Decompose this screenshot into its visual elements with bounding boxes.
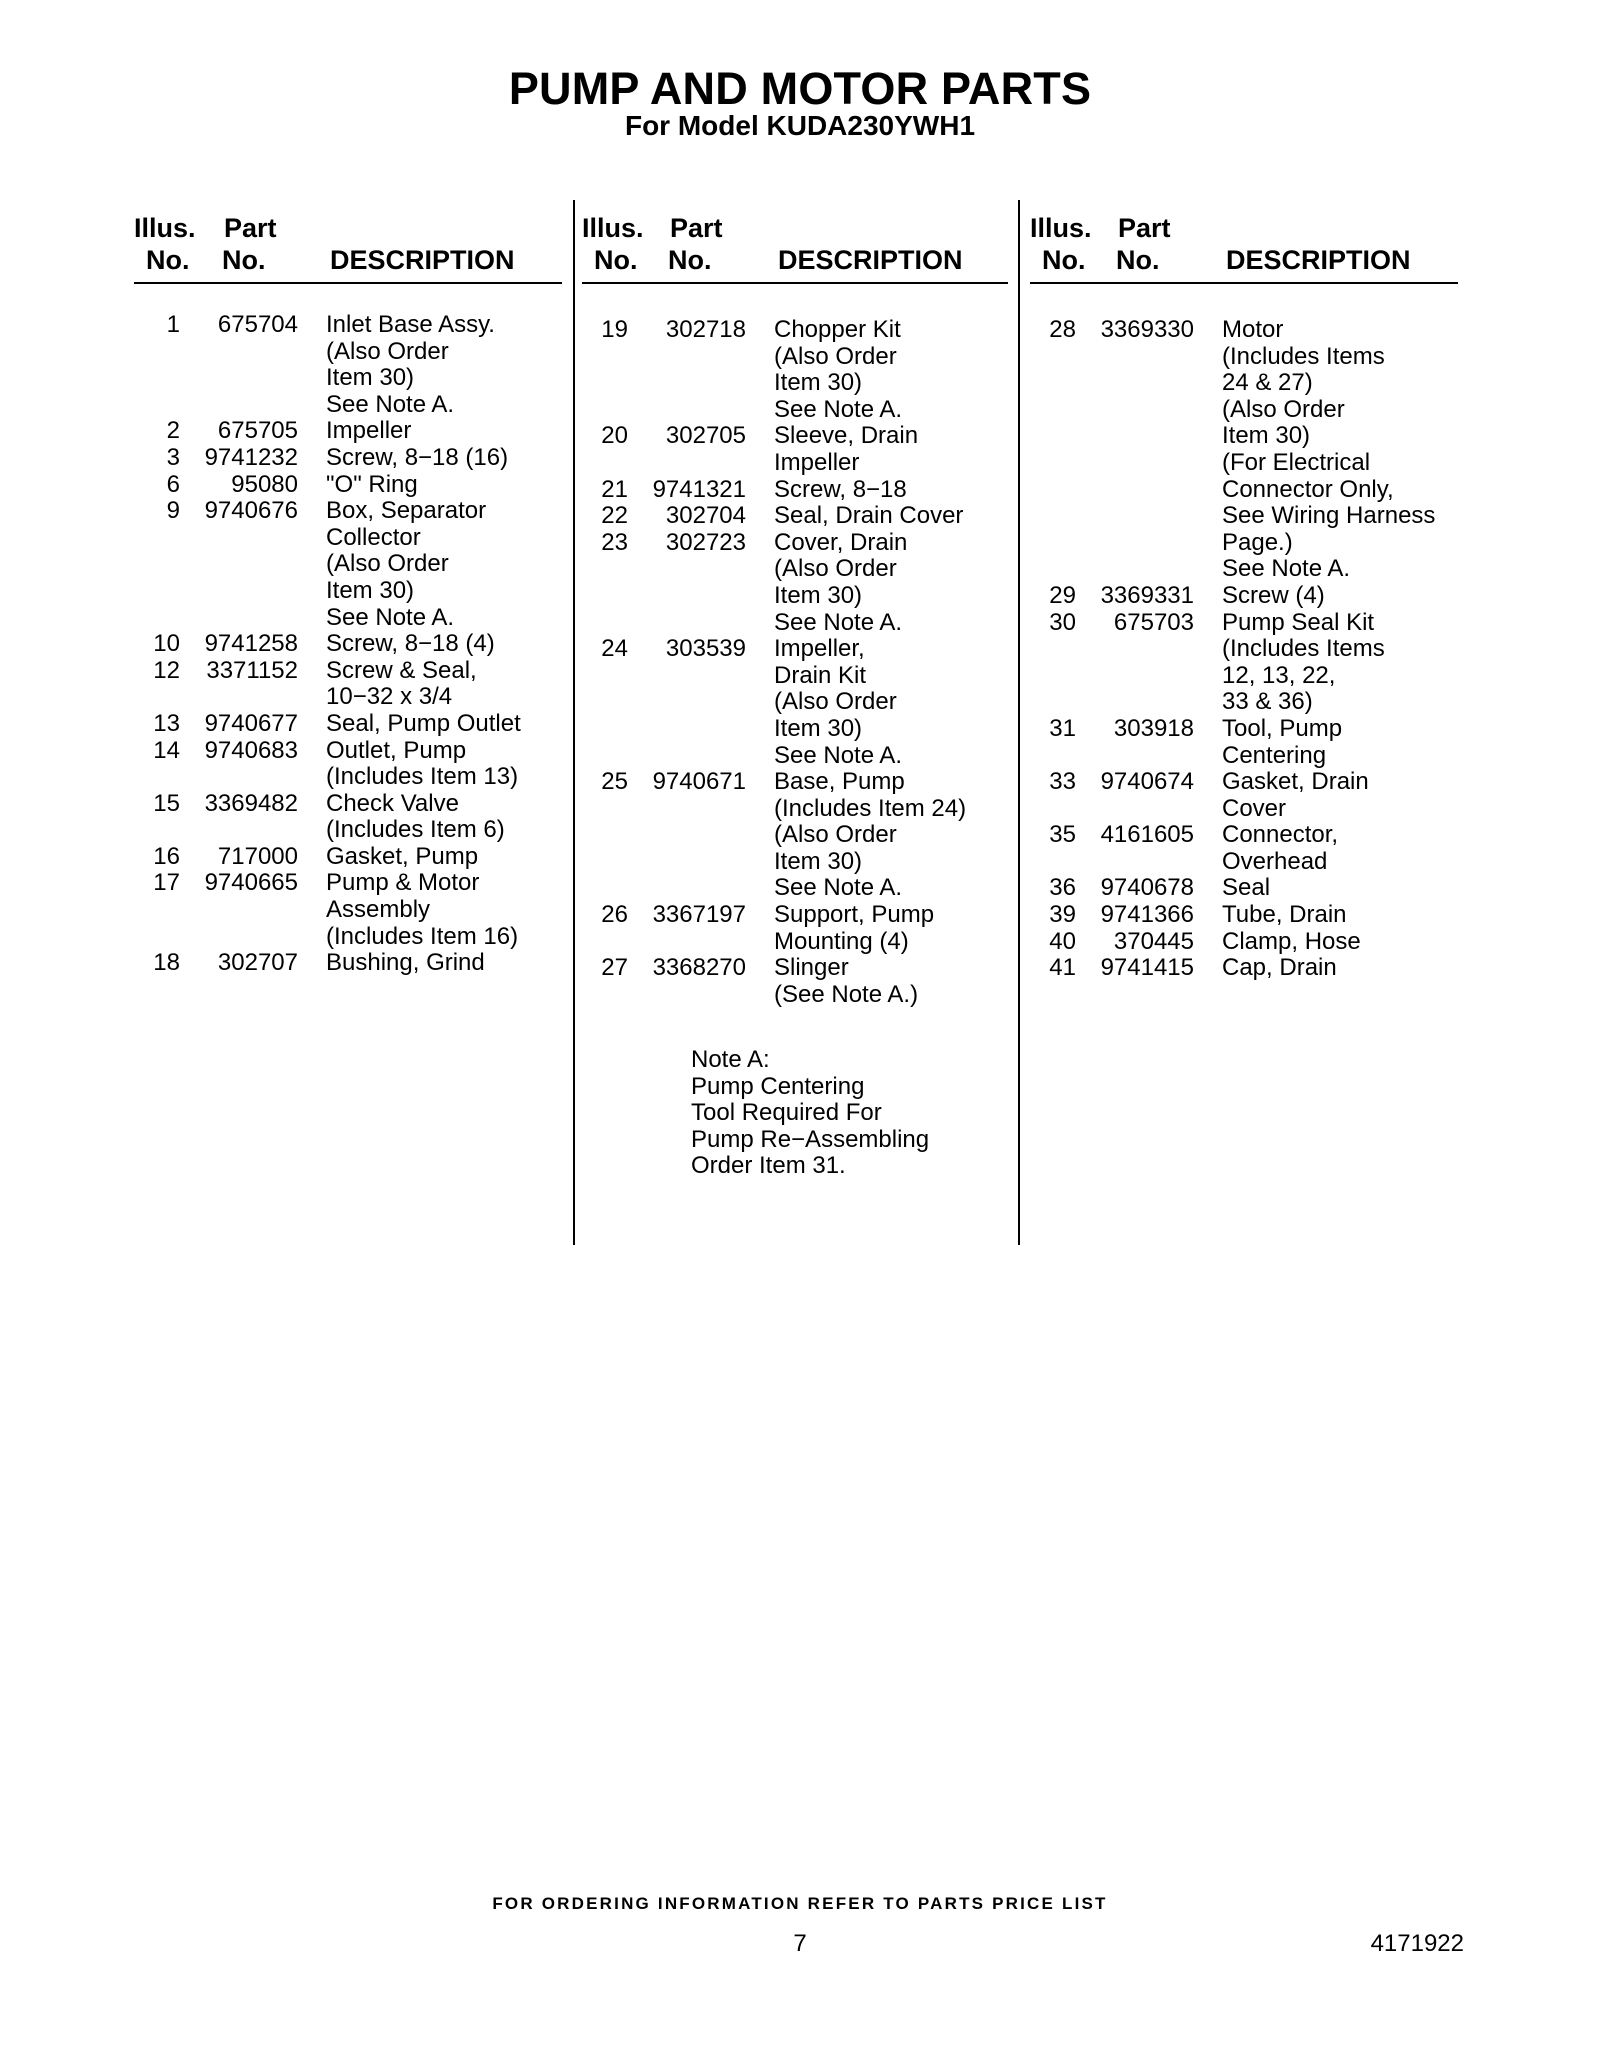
- illus-number: 9: [166, 497, 180, 525]
- part-number: 4161605: [1100, 821, 1194, 849]
- illus-number: 33: [1049, 768, 1076, 796]
- part-description: Support, Pump Mounting (4): [774, 901, 935, 955]
- header-part-top: Part: [1118, 213, 1171, 243]
- illus-number: 13: [153, 709, 180, 737]
- header-illus-bottom: No.: [594, 245, 638, 275]
- document-number: 4171922: [1370, 1930, 1464, 1957]
- illus-number: 18: [153, 949, 180, 977]
- page-subtitle: For Model KUDA230YWH1: [624, 110, 976, 141]
- illus-number: 14: [153, 736, 180, 764]
- part-number: 302704: [665, 502, 746, 530]
- parts-row: [582, 902, 966, 955]
- column-header: [134, 212, 574, 284]
- illus-number: 19: [601, 316, 628, 343]
- parts-list: [1030, 317, 1435, 982]
- illus-number: 35: [1049, 821, 1076, 849]
- part-description: Cover, Drain (Also Order Item 30) See Note A.: [774, 528, 908, 636]
- part-description: Impeller: [326, 417, 412, 445]
- header-illus-bottom: No.: [146, 245, 190, 275]
- part-number: 9740676: [204, 497, 298, 525]
- illus-number: 24: [601, 635, 628, 663]
- part-number: 9740671: [652, 768, 746, 796]
- part-description: Tube, Drain: [1222, 901, 1347, 929]
- part-number: 9741415: [1100, 954, 1194, 982]
- page-number: 7: [793, 1930, 807, 1957]
- parts-row: [582, 636, 966, 769]
- illus-number: 6: [166, 470, 180, 498]
- parts-row: [134, 472, 521, 499]
- part-number: 9741366: [1100, 901, 1194, 929]
- parts-row: [134, 312, 521, 418]
- illus-number: 39: [1049, 901, 1076, 929]
- part-description: Bushing, Grind: [326, 949, 485, 977]
- part-description: Tool, Pump Centering: [1222, 714, 1343, 769]
- part-number: 303918: [1113, 714, 1194, 742]
- header-part-bottom: No.: [668, 245, 712, 275]
- illus-number: 3: [166, 443, 180, 471]
- illus-number: 40: [1049, 927, 1076, 955]
- illus-number: 16: [153, 842, 180, 870]
- illus-number: 25: [601, 768, 628, 796]
- part-description: Inlet Base Assy. (Also Order Item 30) See Note A.: [326, 311, 495, 418]
- column-header: [582, 212, 1022, 284]
- part-number: 717000: [217, 842, 298, 870]
- parts-row: [582, 317, 966, 423]
- illus-number: 26: [601, 901, 628, 929]
- column-divider: [1018, 200, 1020, 1245]
- parts-row: [134, 631, 521, 658]
- part-description: Seal, Pump Outlet: [326, 709, 521, 737]
- parts-row: [1030, 610, 1435, 716]
- part-description: Gasket, Drain Cover: [1222, 768, 1369, 822]
- part-number: 9740678: [1100, 874, 1194, 902]
- illus-number: 10: [153, 630, 180, 658]
- part-number: 303539: [665, 635, 746, 663]
- part-description: Screw, 8−18 (4): [326, 630, 495, 658]
- part-number: 9740665: [204, 869, 298, 897]
- part-number: 302707: [217, 949, 298, 977]
- part-description: Sleeve, Drain Impeller: [774, 422, 919, 476]
- part-description: Motor (Includes Items 24 & 27) (Also Order Item 30) (For Electrical Connector Only, See Wiring Harness Page.) See Note A.: [1222, 316, 1436, 583]
- header-description: DESCRIPTION: [778, 245, 963, 275]
- parts-row: [134, 791, 521, 844]
- note-a: Note A: Pump Centering Tool Required For Pump Re−Assembling Order Item 31.: [691, 1046, 930, 1180]
- part-number: 3368270: [652, 954, 746, 982]
- parts-row: [134, 711, 521, 738]
- parts-column-2: [582, 212, 1022, 1180]
- part-number: 9740683: [204, 736, 298, 764]
- parts-row: [582, 477, 966, 504]
- header-description: DESCRIPTION: [1226, 245, 1411, 275]
- part-number: 95080: [231, 470, 298, 498]
- parts-list: [582, 317, 966, 1008]
- parts-row: [134, 870, 521, 950]
- header-underline: [134, 282, 562, 284]
- parts-row: [582, 423, 966, 476]
- illus-number: 20: [601, 422, 628, 450]
- parts-row: [1030, 875, 1435, 902]
- illus-number: 29: [1049, 581, 1076, 609]
- header-part-bottom: No.: [222, 245, 266, 275]
- part-description: Impeller, Drain Kit (Also Order Item 30) See Note A.: [774, 635, 903, 769]
- parts-row: [134, 445, 521, 472]
- illus-number: 17: [153, 869, 180, 897]
- illus-number: 21: [601, 475, 628, 503]
- parts-row: [1030, 317, 1435, 583]
- header-illus-top: Illus.: [582, 213, 644, 243]
- header-part-top: Part: [670, 213, 723, 243]
- part-description: Pump Seal Kit (Includes Items 12, 13, 22, 33 & 36): [1222, 608, 1385, 716]
- parts-row: [582, 503, 966, 530]
- parts-row: [134, 498, 521, 631]
- header-illus-top: Illus.: [1030, 213, 1092, 243]
- parts-row: [1030, 769, 1435, 822]
- page-title: PUMP AND MOTOR PARTS: [508, 63, 1092, 114]
- part-description: Slinger (See Note A.): [774, 954, 919, 1008]
- illus-number: 15: [153, 789, 180, 817]
- part-description: Pump & Motor Assembly (Includes Item 16): [326, 869, 519, 950]
- illus-number: 23: [601, 528, 628, 556]
- part-number: 675705: [217, 417, 298, 445]
- part-description: Screw (4): [1222, 581, 1325, 609]
- part-number: 3371152: [206, 656, 298, 684]
- part-number: 9741232: [204, 443, 298, 471]
- part-number: 3369482: [204, 789, 298, 817]
- part-number: 302705: [665, 422, 746, 450]
- part-description: Clamp, Hose: [1222, 927, 1361, 955]
- parts-row: [1030, 716, 1435, 769]
- part-number: 370445: [1113, 927, 1194, 955]
- header-part-top: Part: [224, 213, 277, 243]
- parts-row: [134, 950, 521, 977]
- illus-number: 41: [1049, 954, 1076, 982]
- parts-row: [134, 844, 521, 871]
- parts-row: [134, 418, 521, 445]
- illus-number: 36: [1049, 874, 1076, 902]
- part-description: Connector, Overhead: [1222, 821, 1339, 875]
- column-header: [1030, 212, 1470, 284]
- part-description: Screw, 8−18: [774, 475, 907, 503]
- part-number: 3367197: [652, 901, 746, 929]
- part-description: Cap, Drain: [1222, 954, 1337, 982]
- part-description: Seal: [1222, 874, 1271, 902]
- column-divider: [573, 200, 575, 1245]
- parts-row: [582, 955, 966, 1008]
- parts-row: [1030, 929, 1435, 956]
- header-underline: [1030, 282, 1458, 284]
- part-description: "O" Ring: [326, 470, 418, 498]
- parts-row: [582, 530, 966, 636]
- part-number: 3369330: [1100, 316, 1194, 343]
- part-description: Gasket, Pump: [326, 842, 479, 870]
- illus-number: 30: [1049, 608, 1076, 636]
- parts-row: [134, 658, 521, 711]
- part-number: 302723: [665, 528, 746, 556]
- header-illus-top: Illus.: [134, 213, 196, 243]
- illus-number: 12: [153, 656, 180, 684]
- parts-row: [1030, 822, 1435, 875]
- part-description: Chopper Kit (Also Order Item 30) See Note A.: [774, 316, 903, 423]
- parts-list: [134, 312, 521, 977]
- illus-number: 28: [1049, 316, 1076, 343]
- part-number: 3369331: [1100, 581, 1194, 609]
- header-illus-bottom: No.: [1042, 245, 1086, 275]
- part-description: Check Valve (Includes Item 6): [326, 789, 505, 844]
- parts-row: [582, 769, 966, 902]
- part-number: 675703: [1113, 608, 1194, 636]
- header-description: DESCRIPTION: [330, 245, 515, 275]
- parts-row: [1030, 955, 1435, 982]
- part-number: 9741321: [652, 475, 746, 503]
- ordering-footer: FOR ORDERING INFORMATION REFER TO PARTS PRICE LIST: [492, 1894, 1108, 1913]
- part-description: Screw & Seal, 10−32 x 3/4: [326, 656, 477, 711]
- parts-row: [134, 738, 521, 791]
- parts-column-1: [134, 212, 574, 977]
- part-description: Screw, 8−18 (16): [326, 443, 509, 471]
- part-description: Base, Pump (Includes Item 24) (Also Order Item 30) See Note A.: [774, 768, 967, 902]
- header-underline: [582, 282, 1008, 284]
- parts-row: [1030, 583, 1435, 610]
- illus-number: 1: [166, 311, 180, 338]
- part-number: 9741258: [204, 630, 298, 658]
- part-number: 9740677: [204, 709, 298, 737]
- parts-column-3: [1030, 212, 1470, 982]
- illus-number: 2: [166, 417, 180, 445]
- part-number: 675704: [217, 311, 298, 338]
- part-description: Box, Separator Collector (Also Order Item 30) See Note A.: [326, 497, 487, 631]
- part-description: Outlet, Pump (Includes Item 13): [326, 736, 519, 791]
- parts-row: [1030, 902, 1435, 929]
- part-number: 9740674: [1100, 768, 1194, 796]
- illus-number: 22: [601, 502, 628, 530]
- part-number: 302718: [665, 316, 746, 343]
- part-description: Seal, Drain Cover: [774, 502, 964, 530]
- illus-number: 31: [1049, 714, 1076, 742]
- header-part-bottom: No.: [1116, 245, 1160, 275]
- illus-number: 27: [601, 954, 628, 982]
